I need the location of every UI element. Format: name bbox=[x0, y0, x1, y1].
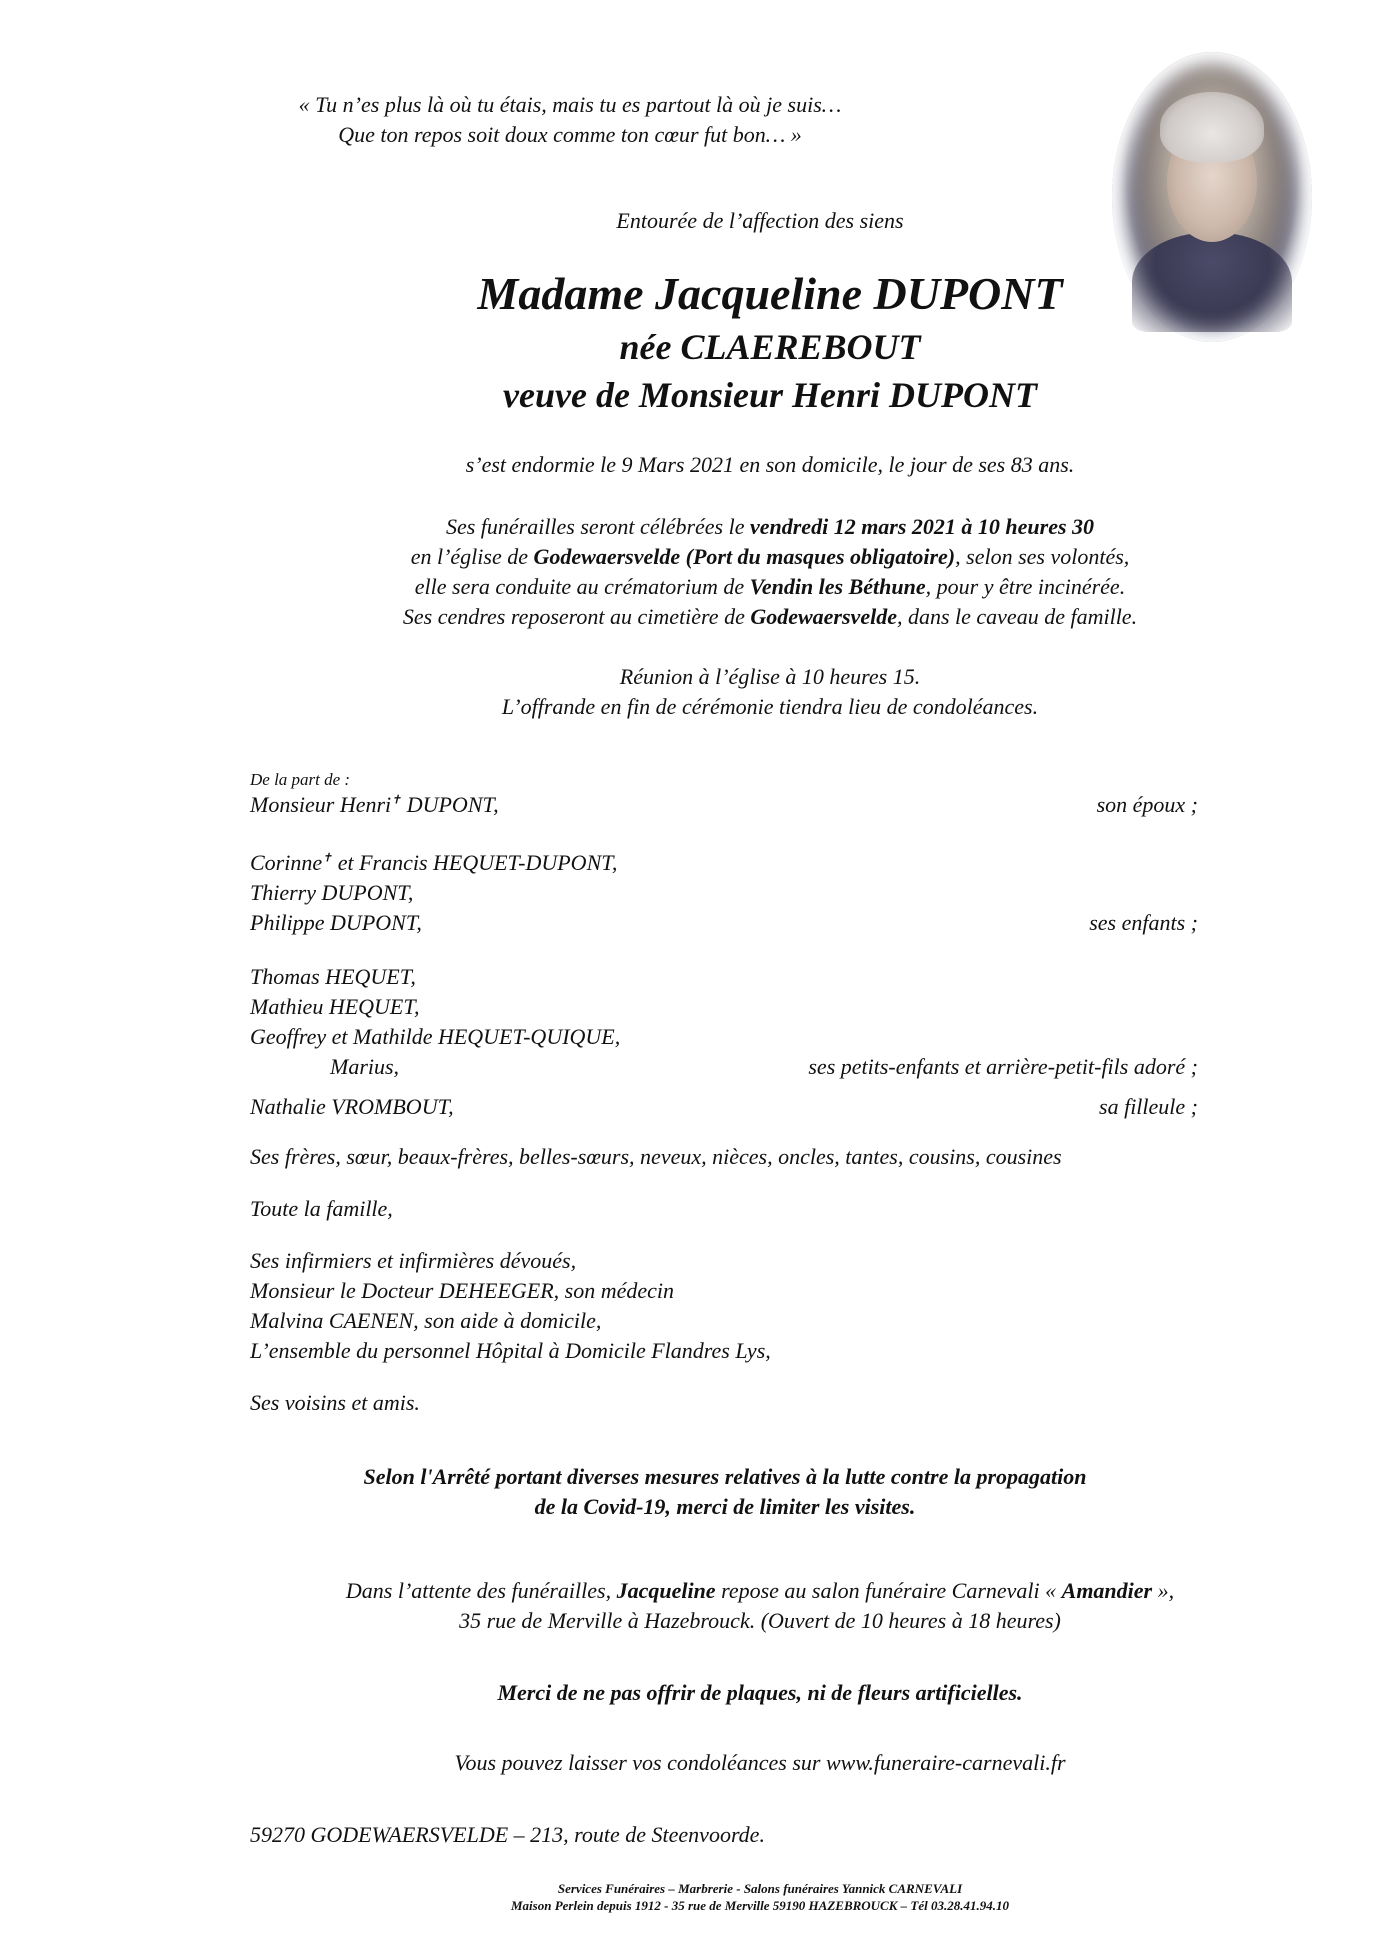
crematorium-place: Vendin les Béthune bbox=[749, 574, 926, 599]
neighbors-line: Ses voisins et amis. bbox=[250, 1390, 420, 1415]
funeral-line-1-text: Ses funérailles seront célébrées le bbox=[445, 514, 750, 539]
death-notice: s’est endormie le 9 Mars 2021 en son domicile, le jour de ses 83 ans. bbox=[465, 452, 1075, 477]
spouse-last-name: DUPONT, bbox=[401, 792, 499, 817]
family-list-grandchildren bbox=[250, 962, 1198, 1082]
list-item bbox=[250, 790, 1198, 820]
list-item bbox=[250, 1022, 1198, 1052]
epigraph-quote bbox=[250, 90, 890, 150]
reunion-info bbox=[240, 662, 1300, 722]
funeral-line-3-end: , pour y être incinérée. bbox=[925, 574, 1126, 599]
relation-label: son époux ; bbox=[1096, 792, 1198, 817]
child-rest-name: et Francis HEQUET-DUPONT, bbox=[332, 850, 618, 875]
funeral-line-2-end: , selon ses volontés, bbox=[955, 544, 1130, 569]
child-first-name: Corinne bbox=[250, 850, 323, 875]
goddaughter-name: Nathalie VROMBOUT, bbox=[250, 1094, 454, 1119]
family-address: 59270 GODEWAERSVELDE – 213, route de Steenvoorde. bbox=[250, 1822, 765, 1847]
funeral-line-2 bbox=[240, 542, 1300, 572]
quote-line-1: « Tu n’es plus là où tu étais, mais tu es partout là où je suis… bbox=[298, 92, 842, 117]
relation-label: ses enfants ; bbox=[1089, 910, 1198, 935]
list-item bbox=[250, 848, 1198, 878]
family-list-children bbox=[250, 848, 1198, 938]
grandchild-thomas: Thomas HEQUET, bbox=[250, 964, 416, 989]
funeral-line-4 bbox=[240, 602, 1300, 632]
viewing-first-name: Jacqueline bbox=[616, 1578, 716, 1603]
list-item bbox=[250, 962, 1198, 992]
covid-line-2: de la Covid-19, merci de limiter les visites. bbox=[534, 1494, 916, 1519]
portrait-hair-shape bbox=[1160, 92, 1264, 162]
funeral-line-4-end: , dans le caveau de famille. bbox=[896, 604, 1138, 629]
viewing-line-2: 35 rue de Merville à Hazebrouck. (Ouvert de 10 heures à 18 heures) bbox=[459, 1608, 1061, 1633]
relation-label: sa filleule ; bbox=[1099, 1094, 1198, 1119]
spouse-name bbox=[250, 790, 499, 820]
funeral-date: vendredi 12 mars 2021 à 10 heures 30 bbox=[749, 514, 1095, 539]
funeral-line-2-text: en l’église de bbox=[410, 544, 534, 569]
nurses-line: Ses infirmiers et infirmières dévoués, bbox=[250, 1248, 577, 1273]
viewing-info bbox=[250, 1576, 1270, 1636]
cross-icon: ✝ bbox=[322, 850, 333, 865]
home-aide-line: Malvina CAENEN, son aide à domicile, bbox=[250, 1308, 602, 1333]
deceased-widow-of: veuve de Monsieur Henri DUPONT bbox=[503, 375, 1037, 415]
condolences-link-text: Vous pouvez laisser vos condoléances sur www.funeraire-carnevali.fr bbox=[454, 1750, 1066, 1775]
quote-line-2: Que ton repos soit doux comme ton cœur fut bon… » bbox=[338, 122, 802, 147]
grandchild-geoffrey: Geoffrey et Mathilde HEQUET-QUIQUE, bbox=[250, 1024, 621, 1049]
footer bbox=[250, 1880, 1270, 1914]
list-item bbox=[250, 1052, 1198, 1082]
grandchild-mathieu: Mathieu HEQUET, bbox=[250, 994, 420, 1019]
list-item bbox=[250, 878, 1198, 908]
footer-line-1: Services Funéraires – Marbrerie - Salons funéraires Yannick CARNEVALI bbox=[557, 1881, 963, 1896]
funeral-church: Godewaersvelde (Port du masques obligatoire) bbox=[533, 544, 956, 569]
cemetery-place: Godewaersvelde bbox=[750, 604, 897, 629]
viewing-text-a: Dans l’attente des funérailles, bbox=[345, 1578, 617, 1603]
viewing-text-c: repose au salon funéraire Carnevali « bbox=[715, 1578, 1062, 1603]
deceased-maiden-name: née CLAEREBOUT bbox=[619, 327, 921, 367]
child-thierry: Thierry DUPONT, bbox=[250, 880, 414, 905]
family-list-spouse bbox=[250, 790, 1198, 820]
no-plaques-notice: Merci de ne pas offrir de plaques, ni de fleurs artificielles. bbox=[497, 1680, 1023, 1705]
child-corinne bbox=[250, 848, 617, 878]
covid-line-1: Selon l'Arrêté portant diverses mesures relatives à la lutte contre la propagation bbox=[363, 1464, 1087, 1489]
viewing-room-name: Amandier bbox=[1061, 1578, 1153, 1603]
entouree-text: Entourée de l’affection des siens bbox=[616, 208, 904, 233]
footer-line-2: Maison Perlein depuis 1912 - 35 rue de Merville 59190 HAZEBROUCK – Tél 03.28.41.94.10 bbox=[511, 1898, 1009, 1913]
spouse-first-name: Monsieur Henri bbox=[250, 792, 392, 817]
list-item bbox=[250, 992, 1198, 1022]
reunion-line-1: Réunion à l’église à 10 heures 15. bbox=[619, 664, 921, 689]
funeral-line-4-text: Ses cendres reposeront au cimetière de bbox=[402, 604, 751, 629]
cross-icon: ✝ bbox=[391, 792, 402, 807]
doctor-line: Monsieur le Docteur DEHEEGER, son médecin bbox=[250, 1278, 675, 1303]
list-item bbox=[250, 908, 1198, 938]
family-list-goddaughter bbox=[250, 1092, 1198, 1122]
great-grandchild-marius: Marius, bbox=[330, 1054, 400, 1079]
covid-notice bbox=[250, 1462, 1200, 1522]
siblings-line: Ses frères, sœur, beaux-frères, belles-sœurs, neveux, nièces, oncles, tantes, cousins, cousines bbox=[250, 1144, 1062, 1169]
child-philippe: Philippe DUPONT, bbox=[250, 910, 422, 935]
list-item bbox=[250, 1092, 1198, 1122]
reunion-line-2: L’offrande en fin de cérémonie tiendra lieu de condoléances. bbox=[501, 694, 1039, 719]
staff-line: L’ensemble du personnel Hôpital à Domicile Flandres Lys, bbox=[250, 1338, 771, 1363]
from-label: De la part de : bbox=[250, 770, 351, 789]
viewing-text-e: », bbox=[1152, 1578, 1175, 1603]
funeral-line-3 bbox=[240, 572, 1300, 602]
deceased-name: Madame Jacqueline DUPONT bbox=[477, 268, 1063, 319]
whole-family-line: Toute la famille, bbox=[250, 1196, 393, 1221]
funeral-details bbox=[240, 512, 1300, 632]
funeral-line-1 bbox=[240, 512, 1300, 542]
relation-label: ses petits-enfants et arrière-petit-fils adoré ; bbox=[808, 1054, 1198, 1079]
funeral-line-3-text: elle sera conduite au crématorium de bbox=[414, 574, 750, 599]
viewing-line-1 bbox=[250, 1576, 1270, 1606]
